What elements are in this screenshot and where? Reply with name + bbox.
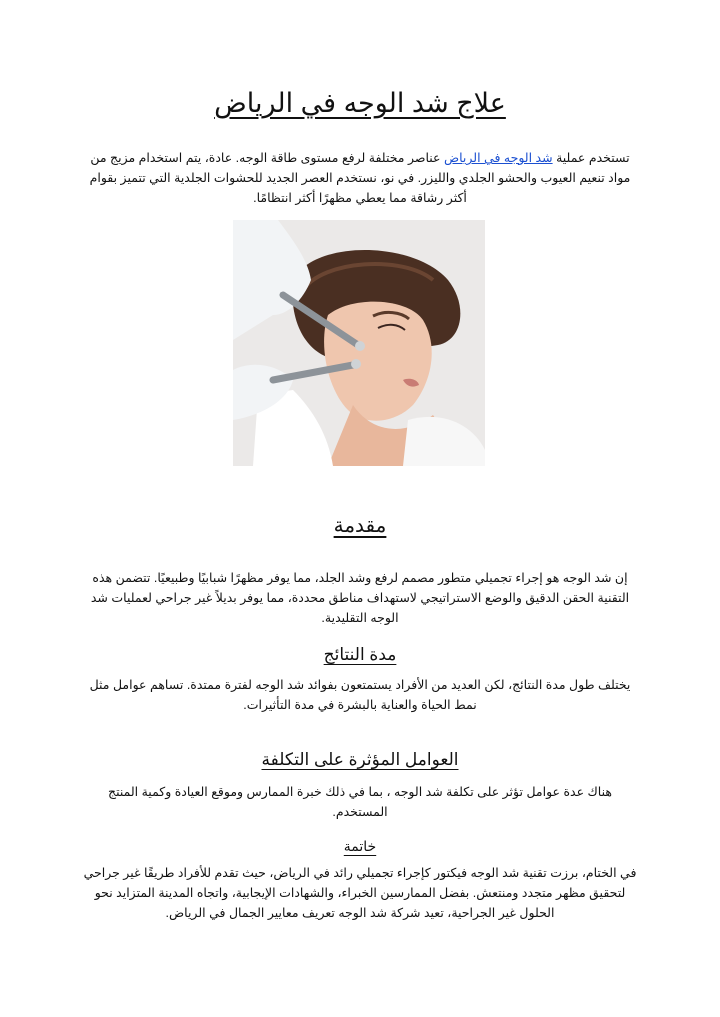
facial-treatment-photo xyxy=(233,220,485,466)
facelift-riyadh-link[interactable]: شد الوجه في الرياض xyxy=(444,151,553,165)
intro-paragraph xyxy=(80,148,640,208)
section-text-conclusion: في الختام، برزت تقنية شد الوجه فيكتور كإجراء تجميلي رائد في الرياض، حيث تقدم للأفراد طريقًا غير جراحي لتحقيق مظهر متجدد ومنتعش. بفضل الممارسين الخبراء، والشهادات الإيجابية، واتجاه المدينة المتزايد نحو الحلول غير الجراحية، تعيد شركة شد الوجه تعريف معايير الجمال في الرياض. xyxy=(83,866,637,920)
intro-text-start: تستخدم عملية xyxy=(556,151,630,165)
intro-text-end: عناصر مختلفة لرفع مستوى طاقة الوجه. عادة، يتم استخدام مزيج من مواد تنعيم العيوب والحشو الجلدي والليزر. في نو، نستخدم العصر الجديد للحشوات الجلدية التي تتميز بقوام أكثر رشاقة مما يعطي مظهرًا أكثر انتظامًا. xyxy=(89,151,631,205)
section-heading-intro: مقدمة xyxy=(333,515,387,537)
section-text-duration: يختلف طول مدة النتائج، لكن العديد من الأفراد يستمتعون بفوائد شد الوجه لفترة ممتدة. تساهم عوامل مثل نمط الحياة والعناية بالبشرة في مدة التأثيرات. xyxy=(89,678,631,712)
section-heading-duration: مدة النتائج xyxy=(323,645,397,664)
section-heading-conclusion: خاتمة xyxy=(343,838,377,854)
section-text-cost: هناك عدة عوامل تؤثر على تكلفة شد الوجه ، بما في ذلك خبرة الممارس وموقع العيادة وكمية المنتج المستخدم. xyxy=(108,785,612,819)
section-text-intro: إن شد الوجه هو إجراء تجميلي متطور مصمم لرفع وشد الجلد، مما يوفر مظهرًا شبابيًا وطبيعيًا. تتضمن هذه التقنية الحقن الدقيق والوضع الاستراتيجي لاستهداف مناطق محددة، مما يوفر بديلاً غير جراحي لعمليات شد الوجه التقليدية. xyxy=(90,571,630,625)
page-title: علاج شد الوجه في الرياض xyxy=(214,88,506,118)
section-heading-cost: العوامل المؤثرة على التكلفة xyxy=(261,750,459,769)
